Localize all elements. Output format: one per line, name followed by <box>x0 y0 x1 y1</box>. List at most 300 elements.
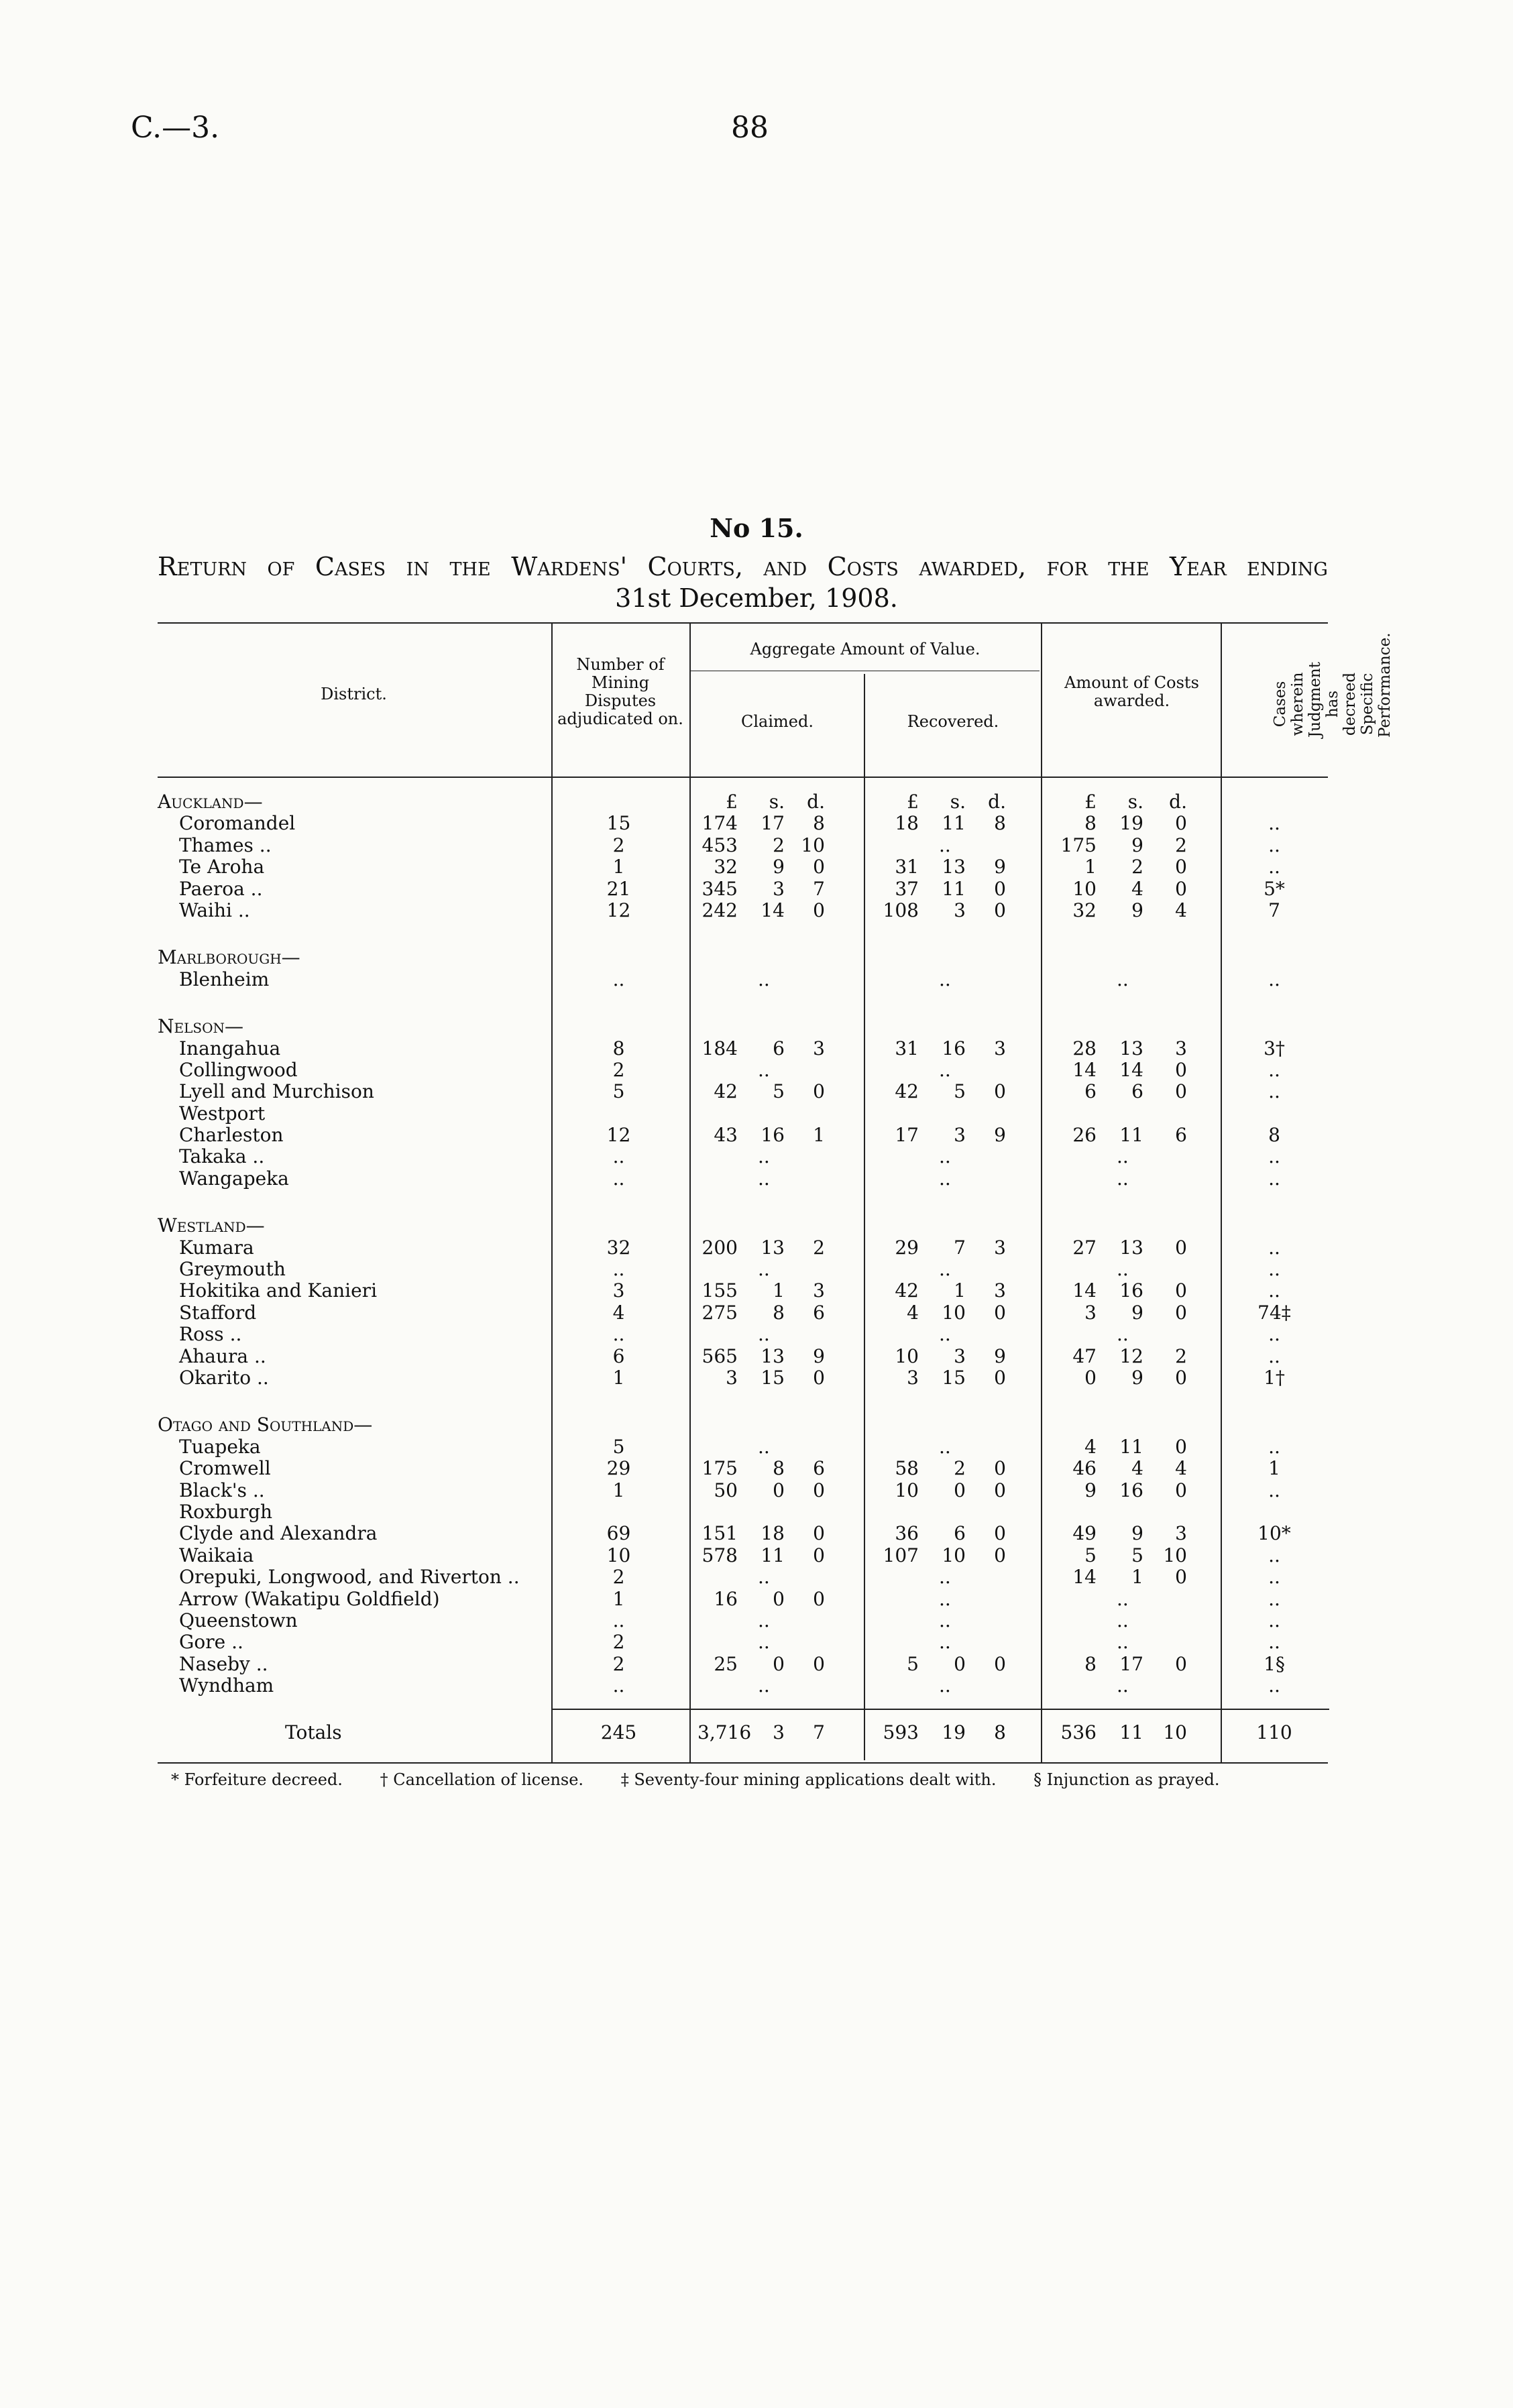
table-top-rule <box>158 622 1328 624</box>
claimed-value: .. <box>758 1058 770 1081</box>
lsd-unit-label: s. <box>1127 791 1143 813</box>
lsd-unit-label: £ <box>907 791 919 813</box>
totals-disputes: 245 <box>600 1721 637 1744</box>
recovered-value: 31 <box>895 1037 919 1059</box>
costs-value: 0 <box>1175 1080 1187 1103</box>
claimed-value: 5 <box>773 1080 785 1103</box>
recovered-header: Recovered. <box>907 712 999 731</box>
performance-count: .. <box>1268 812 1280 835</box>
table-row <box>0 835 1513 856</box>
recovered-value: .. <box>939 1323 951 1346</box>
costs-value: 17 <box>1119 1652 1143 1675</box>
recovered-value: 0 <box>954 1479 966 1501</box>
performance-count: .. <box>1268 1631 1280 1654</box>
claimed-value: 32 <box>714 856 738 878</box>
claimed-header: Claimed. <box>741 712 814 731</box>
claimed-value: 0 <box>813 1587 825 1610</box>
recovered-value: 6 <box>954 1522 966 1545</box>
group-heading-row <box>0 947 1513 968</box>
claimed-value: 453 <box>702 834 738 856</box>
recovered-value: 0 <box>994 1479 1006 1501</box>
claimed-value: .. <box>758 1566 770 1589</box>
totals-row <box>0 1722 1513 1743</box>
performance-count: .. <box>1268 1323 1280 1346</box>
table-row <box>0 878 1513 900</box>
group-heading-row <box>0 1215 1513 1237</box>
recovered-value: 13 <box>942 856 966 878</box>
claimed-value: 0 <box>813 1080 825 1103</box>
costs-value: 14 <box>1119 1058 1143 1081</box>
aggregate-header: Aggregate Amount of Value. <box>750 640 980 658</box>
claimed-value: 16 <box>761 1124 785 1147</box>
table-row <box>0 900 1513 921</box>
district-name: Takaka .. <box>179 1145 265 1168</box>
costs-value: 47 <box>1072 1344 1097 1367</box>
costs-value: 46 <box>1072 1457 1097 1480</box>
costs-value: 0 <box>1175 856 1187 878</box>
recovered-value: 58 <box>895 1457 919 1480</box>
costs-header: Amount of Costs awarded. <box>1064 673 1199 710</box>
recovered-value: .. <box>939 1566 951 1589</box>
claimed-value: .. <box>758 1145 770 1168</box>
performance-count: .. <box>1268 1167 1280 1190</box>
recovered-value: 7 <box>954 1236 966 1259</box>
district-name: Hokitika and Kanieri <box>179 1279 378 1302</box>
table-row <box>0 856 1513 878</box>
footnotes <box>171 1770 1252 1789</box>
costs-value: 0 <box>1084 1366 1097 1389</box>
performance-count: .. <box>1268 1236 1280 1259</box>
district-name: Naseby .. <box>179 1652 268 1675</box>
table-row <box>0 1081 1513 1102</box>
claimed-value: 151 <box>702 1522 738 1545</box>
totals-costs: 536 <box>1060 1721 1097 1744</box>
costs-value: 3 <box>1084 1301 1097 1324</box>
claimed-value: 2 <box>813 1236 825 1259</box>
table-row <box>0 1545 1513 1566</box>
table-row <box>0 1654 1513 1675</box>
claimed-value: 43 <box>714 1124 738 1147</box>
claimed-value: 25 <box>714 1652 738 1675</box>
costs-value: 13 <box>1119 1236 1143 1259</box>
district-name: Collingwood <box>179 1058 298 1081</box>
lsd-unit-label: £ <box>1084 791 1097 813</box>
costs-value: 27 <box>1072 1236 1097 1259</box>
footnote: * Forfeiture decreed. <box>171 1770 343 1789</box>
costs-value: 9 <box>1131 1301 1143 1324</box>
disputes-count: 32 <box>606 1236 631 1259</box>
district-name: Coromandel <box>179 812 296 835</box>
totals-performance: 110 <box>1256 1721 1292 1744</box>
claimed-value: 184 <box>702 1037 738 1059</box>
performance-count: 1 <box>1268 1457 1280 1480</box>
recovered-value: 3 <box>907 1366 919 1389</box>
totals-costs: 10 <box>1163 1721 1187 1744</box>
costs-value: 16 <box>1119 1479 1143 1501</box>
footnote: † Cancellation of license. <box>380 1770 584 1789</box>
performance-count: 1§ <box>1264 1652 1285 1675</box>
recovered-value: 9 <box>994 1124 1006 1147</box>
district-name: Tuapeka <box>179 1435 261 1458</box>
district-name: Black's .. <box>179 1479 265 1501</box>
table-row <box>0 1367 1513 1389</box>
costs-value: .. <box>1117 1609 1129 1631</box>
costs-value: 14 <box>1072 1279 1097 1302</box>
recovered-value: .. <box>939 1435 951 1458</box>
district-name: Westport <box>179 1102 266 1125</box>
disputes-count: .. <box>612 1674 625 1697</box>
recovered-value: 107 <box>883 1544 919 1566</box>
recovered-value: 5 <box>907 1652 919 1675</box>
disputes-count: 8 <box>612 1037 625 1059</box>
costs-value: 2 <box>1175 834 1187 856</box>
recovered-value: 0 <box>994 1652 1006 1675</box>
group-heading-row <box>0 791 1513 813</box>
claimed-value: .. <box>758 1609 770 1631</box>
lsd-unit-label: d. <box>988 791 1006 813</box>
performance-count: 7 <box>1268 899 1280 921</box>
disputes-count: 4 <box>612 1301 625 1324</box>
table-row <box>0 1631 1513 1653</box>
claimed-value: 0 <box>773 1479 785 1501</box>
costs-value: 5 <box>1131 1544 1143 1566</box>
costs-value: .. <box>1117 1631 1129 1654</box>
recovered-value: 16 <box>942 1037 966 1059</box>
group-spacer <box>0 1190 1513 1215</box>
costs-value: 0 <box>1175 877 1187 900</box>
table-row <box>0 1523 1513 1544</box>
table-row <box>0 1125 1513 1146</box>
recovered-value: 0 <box>994 899 1006 921</box>
performance-count: .. <box>1268 1279 1280 1302</box>
totals-costs: 11 <box>1119 1721 1143 1744</box>
performance-count: .. <box>1268 1609 1280 1631</box>
table-row <box>0 1146 1513 1167</box>
table-row <box>0 1501 1513 1523</box>
costs-value: 9 <box>1084 1479 1097 1501</box>
recovered-value: .. <box>939 1258 951 1281</box>
disputes-count: 2 <box>612 1566 625 1589</box>
costs-value: 10 <box>1163 1544 1187 1566</box>
claimed-value: 242 <box>702 899 738 921</box>
claimed-value: 155 <box>702 1279 738 1302</box>
costs-value: .. <box>1117 1674 1129 1697</box>
disputes-count: 29 <box>606 1457 631 1480</box>
recovered-value: 31 <box>895 856 919 878</box>
district-name: Lyell and Murchison <box>179 1080 374 1103</box>
claimed-value: .. <box>758 1435 770 1458</box>
recovered-value: .. <box>939 968 951 990</box>
costs-value: 49 <box>1072 1522 1097 1545</box>
costs-value: 8 <box>1084 1652 1097 1675</box>
claimed-value: 9 <box>773 856 785 878</box>
claimed-value: 0 <box>773 1652 785 1675</box>
disputes-count: 1 <box>612 1366 625 1389</box>
claimed-value: 6 <box>813 1457 825 1480</box>
costs-value: 13 <box>1119 1037 1143 1059</box>
costs-value: 4 <box>1175 1457 1187 1480</box>
table-row <box>0 1436 1513 1458</box>
claimed-value: 0 <box>813 1366 825 1389</box>
recovered-value: 29 <box>895 1236 919 1259</box>
lsd-unit-label: s. <box>769 791 785 813</box>
recovered-value: 0 <box>994 1080 1006 1103</box>
claimed-value: 14 <box>761 899 785 921</box>
recovered-value: 1 <box>954 1279 966 1302</box>
costs-value: 19 <box>1119 812 1143 835</box>
performance-count: .. <box>1268 1058 1280 1081</box>
performance-count: 3† <box>1264 1037 1285 1059</box>
performance-count: 10* <box>1257 1522 1291 1545</box>
district-name: Roxburgh <box>179 1500 273 1523</box>
costs-value: 9 <box>1131 1522 1143 1545</box>
costs-value: 8 <box>1084 812 1097 835</box>
recovered-value: .. <box>939 1167 951 1190</box>
recovered-value: 37 <box>895 877 919 900</box>
specific-performance-header: Cases wherein Judgment has decreed Specific Performance. <box>1272 632 1394 738</box>
performance-count: .. <box>1268 1479 1280 1501</box>
disputes-count: 5 <box>612 1080 625 1103</box>
lsd-unit-label: d. <box>807 791 825 813</box>
claimed-value: 2 <box>773 834 785 856</box>
table-row <box>0 1458 1513 1479</box>
claimed-value: 0 <box>813 1652 825 1675</box>
recovered-value: 0 <box>994 1544 1006 1566</box>
disputes-count: .. <box>612 1167 625 1190</box>
group-spacer <box>0 990 1513 1016</box>
recovered-value: 0 <box>994 1457 1006 1480</box>
claimed-value: 0 <box>773 1587 785 1610</box>
claimed-value: 3 <box>773 877 785 900</box>
disputes-count: 12 <box>606 1124 631 1147</box>
disputes-count: 12 <box>606 899 631 921</box>
performance-count: .. <box>1268 1544 1280 1566</box>
disputes-header: Number of Mining Disputes adjudicated on. <box>557 655 683 728</box>
recovered-value: 17 <box>895 1124 919 1147</box>
table-row <box>0 1259 1513 1280</box>
costs-value: 3 <box>1175 1037 1187 1059</box>
recovered-value: .. <box>939 1058 951 1081</box>
footnote: ‡ Seventy-four mining applications dealt with. <box>620 1770 997 1789</box>
performance-count: .. <box>1268 1435 1280 1458</box>
recovered-value: 9 <box>994 856 1006 878</box>
recovered-value: 0 <box>954 1652 966 1675</box>
costs-value: 4 <box>1131 1457 1143 1480</box>
claimed-value: 16 <box>714 1587 738 1610</box>
costs-value: 0 <box>1175 1652 1187 1675</box>
table-row <box>0 1103 1513 1125</box>
performance-count: 74‡ <box>1257 1301 1291 1324</box>
claimed-value: 17 <box>761 812 785 835</box>
lsd-unit-label: d. <box>1169 791 1187 813</box>
performance-count: .. <box>1268 1145 1280 1168</box>
performance-count: .. <box>1268 1587 1280 1610</box>
disputes-count: 2 <box>612 1631 625 1654</box>
district-name: Waihi .. <box>179 899 250 921</box>
claimed-value: 345 <box>702 877 738 900</box>
claimed-value: 3 <box>726 1366 738 1389</box>
performance-count: .. <box>1268 1080 1280 1103</box>
table-number: No 15. <box>710 513 803 543</box>
document-reference: C.—3. <box>131 111 220 145</box>
table-row <box>0 1589 1513 1610</box>
table-row <box>0 813 1513 834</box>
claimed-value: 13 <box>761 1344 785 1367</box>
costs-value: .. <box>1117 1145 1129 1168</box>
group-heading: Westland— <box>158 1214 265 1237</box>
group-heading-row <box>0 1016 1513 1037</box>
claimed-value: 0 <box>813 1479 825 1501</box>
page-number: 88 <box>731 111 769 145</box>
recovered-value: 11 <box>942 812 966 835</box>
costs-value: 14 <box>1072 1058 1097 1081</box>
district-name: Blenheim <box>179 968 270 990</box>
costs-value: 10 <box>1072 877 1097 900</box>
table-row <box>0 1059 1513 1081</box>
claimed-value: 9 <box>813 1344 825 1367</box>
district-name: Paeroa .. <box>179 877 263 900</box>
disputes-count: 6 <box>612 1344 625 1367</box>
table-row <box>0 1324 1513 1345</box>
disputes-count: 69 <box>606 1522 631 1545</box>
claimed-value: 0 <box>813 1522 825 1545</box>
disputes-count: .. <box>612 1258 625 1281</box>
table-title-date: 31st December, 1908. <box>615 583 898 613</box>
district-name: Gore .. <box>179 1631 243 1654</box>
claimed-value: 42 <box>714 1080 738 1103</box>
costs-value: 11 <box>1119 1124 1143 1147</box>
recovered-value: 0 <box>994 1301 1006 1324</box>
claimed-value: 11 <box>761 1544 785 1566</box>
costs-value: 4 <box>1084 1435 1097 1458</box>
claimed-value: 50 <box>714 1479 738 1501</box>
claimed-value: 15 <box>761 1366 785 1389</box>
table-row <box>0 1038 1513 1059</box>
performance-count: .. <box>1268 968 1280 990</box>
table-title: Return of Cases in the Wardens' Courts, and Costs awarded, for the Year ending <box>158 552 1328 581</box>
costs-value: .. <box>1117 1587 1129 1610</box>
recovered-value: .. <box>939 1587 951 1610</box>
group-heading-row <box>0 1414 1513 1436</box>
district-name: Kumara <box>179 1236 254 1259</box>
recovered-value: 42 <box>895 1080 919 1103</box>
group-heading: Otago and Southland— <box>158 1414 373 1436</box>
claimed-value: 0 <box>813 856 825 878</box>
costs-value: .. <box>1117 1323 1129 1346</box>
claimed-value: 18 <box>761 1522 785 1545</box>
district-name: Inangahua <box>179 1037 281 1059</box>
recovered-value: 10 <box>942 1544 966 1566</box>
district-name: Stafford <box>179 1301 257 1324</box>
costs-value: 4 <box>1131 877 1143 900</box>
claimed-value: 565 <box>702 1344 738 1367</box>
claimed-value: 174 <box>702 812 738 835</box>
disputes-count: 1 <box>612 856 625 878</box>
disputes-count: 2 <box>612 834 625 856</box>
disputes-count: 2 <box>612 1652 625 1675</box>
recovered-value: 2 <box>954 1457 966 1480</box>
costs-value: 14 <box>1072 1566 1097 1589</box>
claimed-value: 6 <box>773 1037 785 1059</box>
district-name: Arrow (Wakatipu Goldfield) <box>179 1587 440 1610</box>
disputes-count: .. <box>612 1323 625 1346</box>
disputes-count: 2 <box>612 1058 625 1081</box>
costs-value: 26 <box>1072 1124 1097 1147</box>
disputes-count: .. <box>612 1609 625 1631</box>
disputes-count: 10 <box>606 1544 631 1566</box>
disputes-count: .. <box>612 1145 625 1168</box>
costs-value: .. <box>1117 1258 1129 1281</box>
costs-value: 0 <box>1175 1279 1187 1302</box>
table-row <box>0 1237 1513 1259</box>
claimed-value: 578 <box>702 1544 738 1566</box>
header-bottom-rule <box>158 777 1328 778</box>
district-name: Wangapeka <box>179 1167 289 1190</box>
recovered-value: 42 <box>895 1279 919 1302</box>
recovered-value: 36 <box>895 1522 919 1545</box>
performance-count: .. <box>1268 1674 1280 1697</box>
costs-value: 16 <box>1119 1279 1143 1302</box>
table-row <box>0 1566 1513 1588</box>
district-name: Greymouth <box>179 1258 286 1281</box>
performance-count: .. <box>1268 1258 1280 1281</box>
claimed-value: .. <box>758 968 770 990</box>
claimed-value: 1 <box>773 1279 785 1302</box>
disputes-count: 3 <box>612 1279 625 1302</box>
costs-value: 6 <box>1131 1080 1143 1103</box>
disputes-count: 1 <box>612 1587 625 1610</box>
costs-value: 0 <box>1175 1435 1187 1458</box>
costs-value: 1 <box>1131 1566 1143 1589</box>
totals-top-rule <box>551 1709 1329 1710</box>
district-name: Waikaia <box>179 1544 254 1566</box>
disputes-count: 1 <box>612 1479 625 1501</box>
claimed-value: 175 <box>702 1457 738 1480</box>
claimed-value: 8 <box>773 1301 785 1324</box>
costs-value: 0 <box>1175 1058 1187 1081</box>
district-name: Queenstown <box>179 1609 298 1631</box>
performance-count: 8 <box>1268 1124 1280 1147</box>
district-name: Okarito .. <box>179 1366 269 1389</box>
table-row <box>0 1675 1513 1697</box>
recovered-value: 3 <box>954 1124 966 1147</box>
performance-count: 5* <box>1264 877 1285 900</box>
totals-recovered: 593 <box>883 1721 919 1744</box>
recovered-value: 8 <box>994 812 1006 835</box>
table-row <box>0 1610 1513 1631</box>
claimed-value: 8 <box>813 812 825 835</box>
costs-value: .. <box>1117 968 1129 990</box>
totals-label: Totals <box>285 1721 342 1744</box>
recovered-value: 18 <box>895 812 919 835</box>
footnote: § Injunction as prayed. <box>1033 1770 1220 1789</box>
recovered-value: 10 <box>942 1301 966 1324</box>
costs-value: 2 <box>1131 856 1143 878</box>
district-name: Te Aroha <box>179 856 265 878</box>
recovered-value: 11 <box>942 877 966 900</box>
disputes-count: 15 <box>606 812 631 835</box>
district-name: Ross .. <box>179 1323 242 1346</box>
recovered-value: 3 <box>994 1236 1006 1259</box>
recovered-value: 3 <box>954 899 966 921</box>
recovered-value: 3 <box>954 1344 966 1367</box>
costs-value: 0 <box>1175 1479 1187 1501</box>
claimed-value: 3 <box>813 1037 825 1059</box>
claimed-value: 10 <box>801 834 825 856</box>
table-row <box>0 1280 1513 1302</box>
totals-recovered: 19 <box>942 1721 966 1744</box>
table-row <box>0 1346 1513 1367</box>
